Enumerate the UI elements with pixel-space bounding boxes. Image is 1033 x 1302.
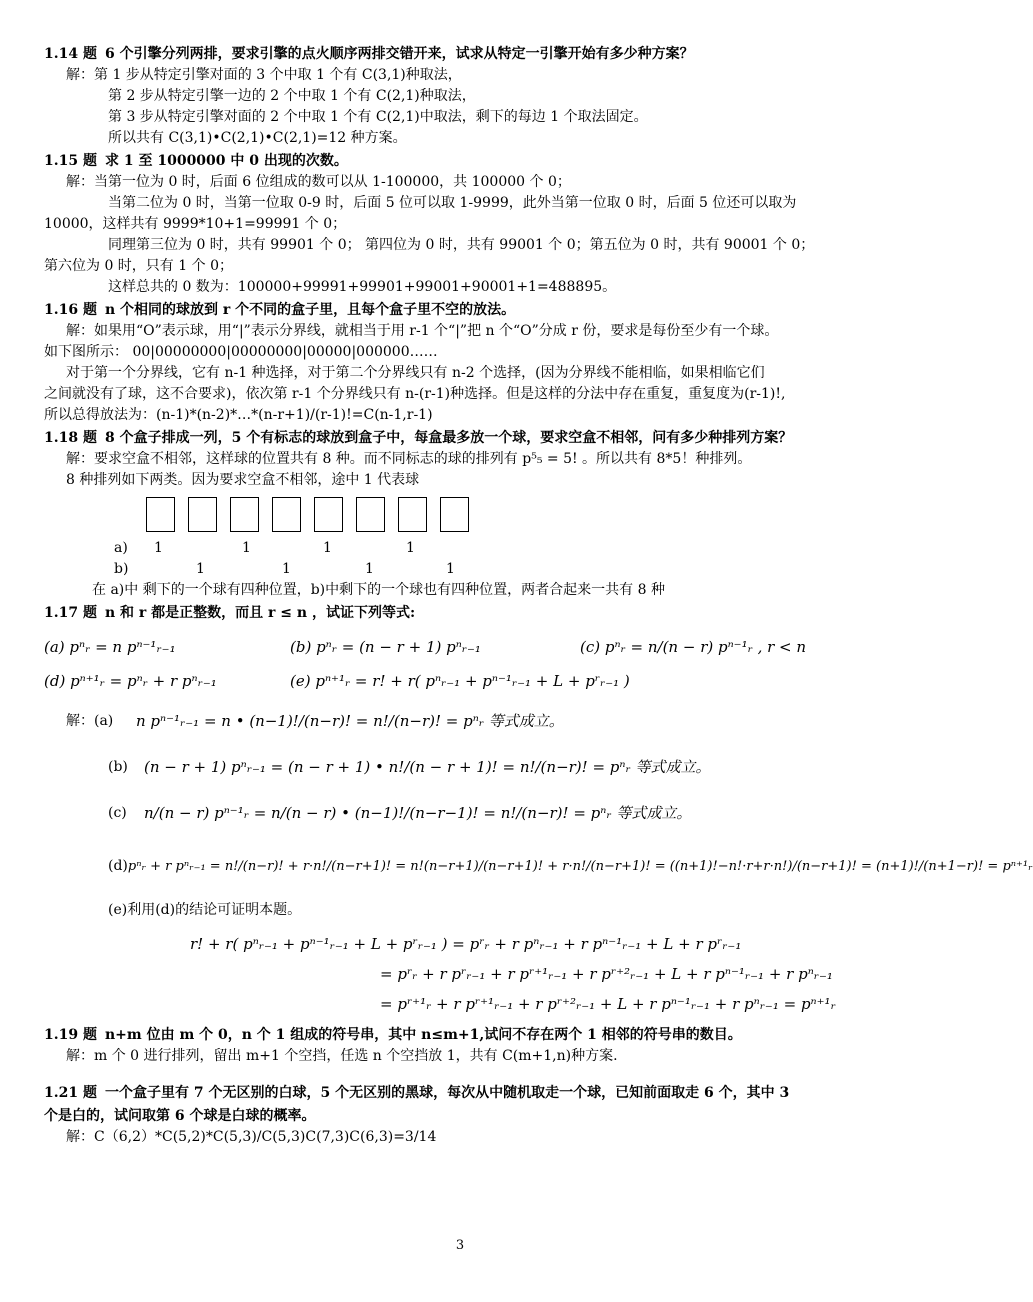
derivation-line-2: = pʳᵣ + r pʳᵣ₋₁ + r pʳ⁺¹ᵣ₋₁ + r pʳ⁺²ᵣ₋₁ + L + r pⁿ⁻¹ᵣ₋₁ + r pⁿᵣ₋₁	[380, 965, 833, 983]
equation-row-2	[44, 664, 884, 698]
problem-1-16-line-3: 对于第一个分界线，它有 n-1 种选择，对于第二个分界线只有 n-2 个选择，(因为分界线不能相临，如果相临它们	[66, 365, 765, 381]
equation-row-1	[44, 630, 884, 664]
derivation-line-1: r! + r( pⁿᵣ₋₁ + pⁿ⁻¹ᵣ₋₁ + L + pʳᵣ₋₁ ) = pʳᵣ + r pⁿᵣ₋₁ + r pⁿ⁻¹ᵣ₋₁ + L + r pʳᵣ₋₁	[190, 935, 742, 953]
box	[314, 497, 343, 532]
equation-d: (d) pⁿ⁺¹ᵣ = pⁿᵣ + r pⁿᵣ₋₁	[44, 671, 217, 690]
problem-1-19-line-1: 解：m 个 0 进行排列，留出 m+1 个空挡，任选 n 个空挡放 1，共有 C(m+1,n)种方案.	[66, 1048, 618, 1064]
problem-1-14-line-4: 所以共有 C(3,1)•C(2,1)•C(2,1)=12 种方案。	[108, 130, 407, 146]
problem-1-14-line-3: 第 3 步从特定引擎对面的 2 个中取 1 个有 C(2,1)中取法，剩下的每边 1 个取法固定。	[108, 109, 648, 125]
problem-1-16-line-2: 如下图所示： 00|00000000|00000000|00000|000000……	[44, 344, 438, 360]
problem-1-21-heading: 1.21 题 一个盒子里有 7 个无区别的白球，5 个无区别的黑球，每次从中随机取走一个球，已知前面取走 6 个，其中 3	[44, 1085, 790, 1101]
problem-1-14-heading: 1.14 题 6 个引擎分列两排，要求引擎的点火顺序两排交错开来，试求从特定一引擎开始有多少种方案？	[44, 46, 694, 62]
problem-1-15-line-6: 这样总共的 0 数为：100000+99991+99901+99001+90001+1=488895。	[108, 279, 617, 295]
page-number: 3	[455, 1238, 465, 1253]
ball-marker: 1	[406, 540, 415, 556]
box	[398, 497, 427, 532]
problem-1-15-line-4: 同理第三位为 0 时，共有 99901 个 0； 第四位为 0 时，共有 99001 个 0；第五位为 0 时，共有 90001 个 0；	[108, 237, 815, 253]
box	[188, 497, 217, 532]
problem-1-16-line-5: 所以总得放法为：(n-1)*(n-2)*…*(n-r+1)/(r-1)!=C(n-1,r-1)	[44, 407, 433, 423]
equation-b: (b) pⁿᵣ = (n − r + 1) pⁿᵣ₋₁	[290, 637, 481, 656]
box	[230, 497, 259, 532]
document-page	[44, 42, 1033, 1148]
solution-e-note: (e)利用(d)的结论可证明本题。	[108, 902, 302, 918]
ball-marker: 1	[196, 561, 205, 577]
problem-1-15-heading: 1.15 题 求 1 至 1000000 中 0 出现的次数。	[44, 153, 348, 169]
problem-1-14-line-2: 第 2 步从特定引擎一边的 2 个中取 1 个有 C(2,1)种取法，	[108, 88, 476, 104]
arrangement-row-b: b) 1 1 1 1	[114, 559, 884, 580]
ball-marker: 1	[446, 561, 455, 577]
solution-b: (b) (n − r + 1) pⁿᵣ₋₁ = (n − r + 1) • n!/(n − r + 1)! = n!/(n−r)! = pⁿᵣ 等式成立。	[108, 757, 711, 776]
solution-c: (c) n/(n − r) pⁿ⁻¹ᵣ = n/(n − r) • (n−1)!/(n−r−1)! = n!/(n−r)! = pⁿᵣ 等式成立。	[108, 803, 692, 822]
ball-marker: 1	[242, 540, 251, 556]
problem-1-15-line-2: 当第二位为 0 时，当第一位取 0-9 时，后面 5 位可以取 1-9999，此外当第一位取 0 时，后面 5 位还可以取为	[108, 195, 797, 211]
problem-1-16-line-4: 之间就没有了球，这不合要求)，依次第 r-1 个分界线只有 n-(r-1)种选择。但是这样的分法中存在重复，重复度为(r-1)!,	[44, 386, 786, 402]
problem-1-18-line-2: 8 种排列如下两类。因为要求空盒不相邻，途中 1 代表球	[66, 472, 420, 488]
equation-e: (e) pⁿ⁺¹ᵣ = r! + r( pⁿᵣ₋₁ + pⁿ⁻¹ᵣ₋₁ + L + pʳᵣ₋₁ )	[290, 671, 630, 690]
box	[440, 497, 469, 532]
box	[272, 497, 301, 532]
problem-1-18-heading: 1.18 题 8 个盒子排成一列，5 个有标志的球放到盒子中，每盒最多放一个球，要求空盒不相邻，问有多少种排列方案？	[44, 430, 793, 446]
ball-marker: 1	[282, 561, 291, 577]
problem-1-16-heading: 1.16 题 n 个相同的球放到 r 个不同的盒子里，且每个盒子里不空的放法。	[44, 302, 516, 318]
solution-a: 解：(a) n pⁿ⁻¹ᵣ₋₁ = n • (n−1)!/(n−r)! = n!/(n−r)! = pⁿᵣ 等式成立。	[66, 711, 564, 730]
box-row	[146, 497, 884, 532]
box	[146, 497, 175, 532]
problem-1-19-heading: 1.19 题 n+m 位由 m 个 0，n 个 1 组成的符号串，其中 n≤m+1,试问不存在两个 1 相邻的符号串的数目。	[44, 1027, 742, 1043]
solution-d: (d) pⁿᵣ + r pⁿᵣ₋₁ = n!/(n−r)! + r·n!/(n−r+1)! = n!(n−r+1)/(n−r+1)! + r·n!/(n−r+1)! = ((n+1)!−n!·r+r·n!)/(n−r+1)! = (n+1)!/(n+1−r)! = pⁿ⁺¹ᵣ	[108, 857, 1033, 874]
box	[356, 497, 385, 532]
equation-c: (c) pⁿᵣ = n/(n − r) pⁿ⁻¹ᵣ , r < n	[580, 637, 807, 656]
problem-1-21-heading-cont: 个是白的，试问取第 6 个球是白球的概率。	[44, 1108, 316, 1124]
derivation-line-3: = pʳ⁺¹ᵣ + r pʳ⁺¹ᵣ₋₁ + r pʳ⁺²ᵣ₋₁ + L + r pⁿ⁻¹ᵣ₋₁ + r pⁿᵣ₋₁ = pⁿ⁺¹ᵣ	[380, 995, 836, 1013]
problem-1-15-line-3: 10000，这样共有 9999*10+1=99991 个 0；	[44, 216, 347, 232]
ball-marker: 1	[323, 540, 332, 556]
problem-1-14-line-1: 解：第 1 步从特定引擎对面的 3 个中取 1 个有 C(3,1)种取法，	[66, 67, 462, 83]
problem-1-17-heading: 1.17 题 n 和 r 都是正整数，而且 r ≤ n ，试证下列等式:	[44, 605, 416, 621]
problem-1-21-line-1: 解：C（6,2）*C(5,2)*C(5,3)/C(5,3)C(7,3)C(6,3)=3/14	[66, 1129, 437, 1145]
solution-e-derivation	[190, 929, 884, 1019]
problem-1-18-line-1: 解：要求空盒不相邻，这样球的位置共有 8 种。而不同标志的球的排列有 p⁵₅ = 5! 。所以共有 8*5！种排列。	[66, 451, 752, 467]
equation-a: (a) pⁿᵣ = n pⁿ⁻¹ᵣ₋₁	[44, 637, 176, 656]
problem-1-15-line-5: 第六位为 0 时，只有 1 个 0；	[44, 258, 233, 274]
ball-marker: 1	[365, 561, 374, 577]
arrangement-row-a: a) 1 1 1 1	[114, 538, 884, 559]
problem-1-18-line-3: 在 a)中 剩下的一个球有四种位置，b)中剩下的一个球也有四种位置，两者合起来一共有 8 种	[92, 582, 665, 598]
ball-marker: 1	[154, 540, 163, 556]
problem-1-16-line-1: 解：如果用“O”表示球，用“|”表示分界线，就相当于用 r-1 个“|”把 n 个“O”分成 r 份，要求是每份至少有一个球。	[66, 323, 779, 339]
problem-1-15-line-1: 解：当第一位为 0 时，后面 6 位组成的数可以从 1-100000，共 100000 个 0；	[66, 174, 571, 190]
